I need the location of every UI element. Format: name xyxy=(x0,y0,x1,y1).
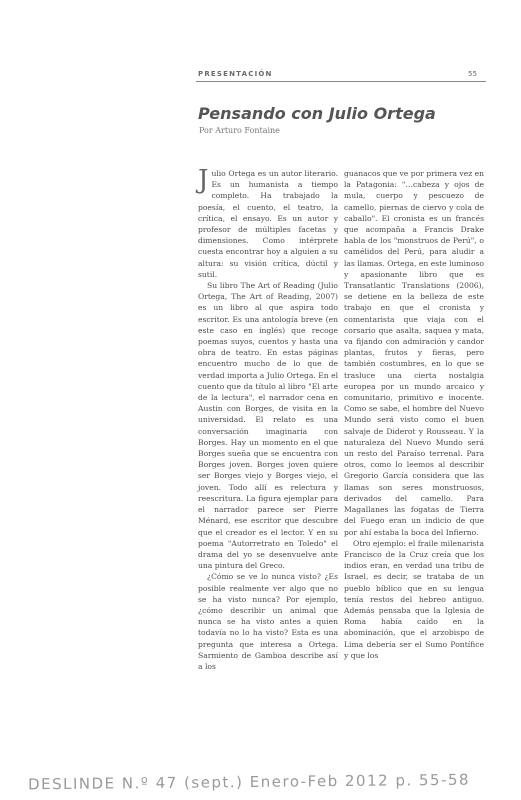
article-byline: Por Arturo Fontaine xyxy=(199,126,280,135)
page-number: 55 xyxy=(468,70,477,78)
section-label: PRESENTACIÓN xyxy=(198,70,273,78)
paragraph-3: ¿Cómo se ve lo nunca visto? ¿Es posible realmente ver algo que no se ha visto nunca? Por ejemplo, ¿cómo describir un animal que nunca se ha visto antes a quien todavía no lo ha visto? Esta es una pregunta que interesa a Ortega. Sarmiento de Gamboa describe así a los xyxy=(198,572,338,671)
paragraph-2: Su libro The Art of Reading (Julio Ortega, The Art of Reading, 2007) es un libro al que aspira todo escritor. Es una antología breve (en este caso en inglés) que recoge poemas suyos, cuentos y hasta una obra de teatro. En estas páginas encuentro mucho de lo que de verdad importa a Julio Ortega. En el cuento que da título al libro "El arte de la lectura", el narrador cena en Austin con Borges, de visita en la universidad. El relato es una conversación imaginaria con Borges. Hay un momento en el que Borges sueña que se encuentra con Borges joven. Borges joven quiere ser Borges viejo y Borges viejo, el joven. Todo allí es relectura y reescritura. La figura ejemplar para el narrador parece ser Pierre Ménard, ese escritor que descubre que el creador es el lector. Y en su poema "Autorretrato en Toledo" el drama del yo se desenvuelve ante una pintura del Greco. xyxy=(198,281,338,571)
paragraph-4: guanacos que ve por primera vez en la Patagonia: "…cabeza y ojos de mula, cuerpo y pescuezo de camello, piernas de ciervo y cola de caballo". El cronista es un francés que acompaña a Francis Drake habla de los "monstruos de Perú", o camélidos del Perú, para aludir a las llamas. Ortega, en este luminoso y apasionante libro que es Transatlantic Translations (2006), se detiene en la belleza de este trabajo en que el cronista y comentarista que viaja con el corsario que asalta, saquea y mata, va fijando con admiración y candor plantas, frutos y fieras, pero también costumbres, en lo que se trasluce una cierta nostalgia europea por un mundo arcaico y comunitario, primitivo e inocente. Como se sabe, el hombre del Nuevo Mundo será visto como el buen salvaje de Diderot y Rousseau. Y la naturaleza del Nuevo Mundo será un resto del Paraíso terrenal. Para otros, como lo leemos al describir Gregorio García considera que las llamas son seres monstruosos, derivados del camello. Para Magallanes las fogatas de Tierra del Fuego eran un indicio de que por ahí estaba la boca del Infierno. xyxy=(344,169,484,537)
left-column xyxy=(198,165,338,672)
handwritten-citation: DESLINDE N.º 47 (sept.) Enero-Feb 2012 p. 55-58 xyxy=(27,770,471,794)
paragraph-5: Otro ejemplo: el fraile milenarista Francisco de la Cruz creía que los indios eran, en verdad una tribu de Israel, es decir, se trataba de un pueblo bíblico que en su lengua tenía restos del hebreo antiguo. Además pensaba que la Iglesia de Roma había caído en la abominación, que el arzobispo de Lima debería ser el Sumo Pontífice y que los xyxy=(344,538,484,660)
drop-cap: J xyxy=(198,165,209,195)
paragraph-1 xyxy=(198,165,338,280)
right-column xyxy=(344,168,484,661)
header-divider xyxy=(196,81,486,82)
paragraph-1-text: ulio Ortega es un autor literario. Es un humanista a tiempo completo. Ha trabajado la poesía, el cuento, el teatro, la crítica, el ensayo. Es un autor y profesor de múltiples facetas y dimensiones. Como intérprete cuesta encontrar hoy a alguien a su altura: su visión crítica, dúctil y sutil. xyxy=(198,169,338,279)
article-title: Pensando con Julio Ortega xyxy=(198,104,436,123)
